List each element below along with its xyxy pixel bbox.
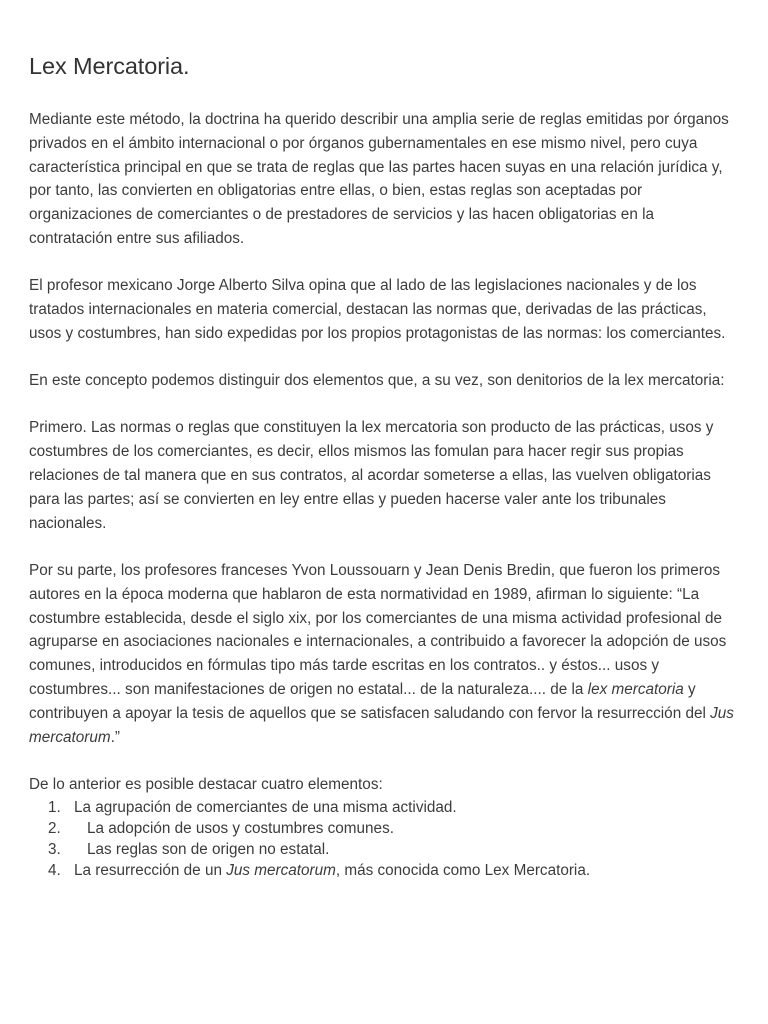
list-item-text: La adopción de usos y costumbres comunes. bbox=[87, 819, 394, 837]
list-item-number: 3. bbox=[48, 840, 61, 858]
list-intro: De lo anterior es posible destacar cuatro elementos: bbox=[29, 775, 383, 793]
list-item-number: 1. bbox=[48, 798, 61, 816]
quote-text-part1: Por su parte, los profesores franceses Yvon Loussouarn y Jean Denis Bredin, que fueron los primeros autores en la época moderna que hablaron de esta normatividad en 1989, afirman lo siguiente: “La costumbre establecida, desde el siglo xix, por los comerciantes de una misma actividad profesional de agruparse en asociaciones nacionales e internacionales, a contribuido a favorecer la adopción de usos comunes, introducidos en fórmulas tipo más tarde escritas en los contratos.. y éstos... usos y costumbres... son manifestaciones de origen no estatal... de la naturaleza.... de la bbox=[29, 561, 727, 698]
list-item-text-before: La resurrección de un bbox=[74, 861, 227, 879]
list-item-text-after: , más conocida como Lex Mercatoria. bbox=[335, 861, 591, 879]
quote-italic-jus-mercatorum: Jus mercatorum bbox=[29, 704, 734, 746]
list-item-number: 2. bbox=[48, 819, 61, 837]
paragraph-two-elements: En este concepto podemos distinguir dos elementos que, a su vez, son denitorios de la lex mercatoria: bbox=[29, 372, 725, 390]
quote-text-part2: y contribuyen a apoyar la tesis de aquellos que se satisfacen saludando con fervor la resurrección del bbox=[29, 680, 711, 722]
quote-text-part3: .” bbox=[110, 728, 120, 746]
document-title: Lex Mercatoria. bbox=[29, 53, 190, 79]
list-item bbox=[29, 797, 740, 818]
list-item-italic-jus-mercatorum: Jus mercatorum bbox=[226, 861, 336, 879]
list-item-number: 4. bbox=[48, 861, 61, 879]
paragraph-first-element: Primero. Las normas o reglas que constituyen la lex mercatoria son producto de las prácticas, usos y costumbres de los comerciantes, es decir, ellos mismos las fomulan para hacer regir sus propias relaciones de tal manera que en sus contratos, al acordar someterse a ellas, las vuelven obligatorias para las partes; así se convierten en ley entre ellas y pueden hacerse valer ante los tribunales nacionales. bbox=[29, 419, 714, 532]
list-item bbox=[29, 860, 740, 881]
document-body bbox=[29, 108, 740, 881]
quote-italic-lex-mercatoria: lex mercatoria bbox=[587, 680, 684, 698]
list-item bbox=[29, 839, 740, 860]
list-item-text: Las reglas son de origen no estatal. bbox=[87, 840, 330, 858]
paragraph-loussouarn-quote bbox=[29, 559, 740, 749]
paragraph-silva-opinion: El profesor mexicano Jorge Alberto Silva opina que al lado de las legislaciones nacionales y de los tratados internacionales en materia comercial, destacan las normas que, derivadas de las prácticas, usos y costumbres, han sido expedidas por los propios protagonistas de las normas: los comerciantes. bbox=[29, 277, 726, 342]
list-item-text: La agrupación de comerciantes de una misma actividad. bbox=[74, 798, 457, 816]
paragraph-definition: Mediante este método, la doctrina ha querido describir una amplia serie de reglas emitidas por órganos privados en el ámbito internacional o por órganos gubernamentales en ese mismo nivel, pero cuya característica principal en que se trata de reglas que las partes hacen suyas en una relación jurídica y, por tanto, las convierten en obligatorias entre ellas, o bien, estas reglas son aceptadas por organizaciones de comerciantes o de prestadores de servicios y las hacen obligatorias en la contratación entre sus afiliados. bbox=[29, 111, 729, 247]
list-item bbox=[29, 818, 740, 839]
elements-list bbox=[29, 797, 740, 881]
